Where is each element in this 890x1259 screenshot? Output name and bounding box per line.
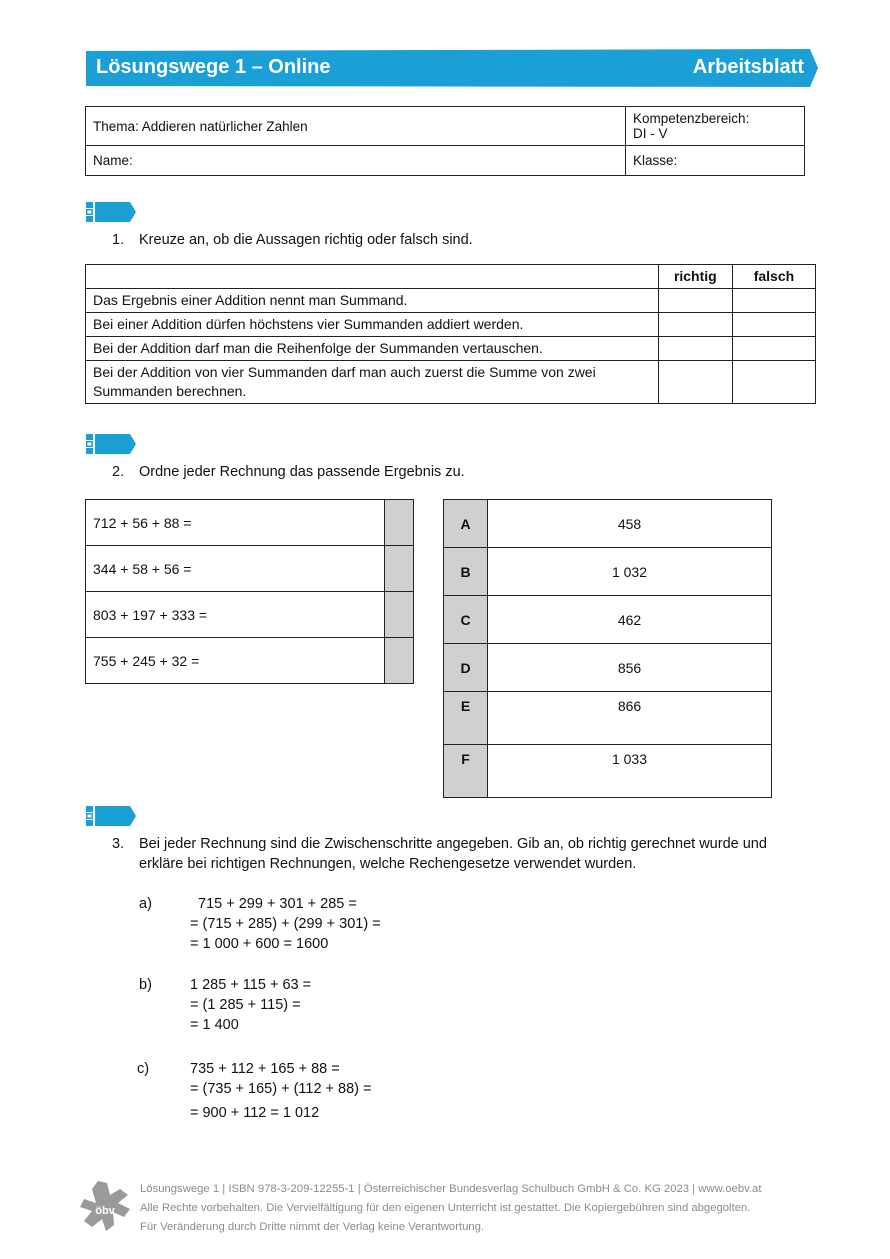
document-type: Arbeitsblatt [692,56,804,78]
logo-text: öbv [95,1205,115,1217]
footer-line1: Lösungswege 1 | ISBN 978-3-209-12255-1 | Österreichischer Bundesverlag Schulbuch GmbH & Co. KG 2023 | www.oebv.at [140,1183,762,1195]
task1-instruction [112,230,473,250]
result-value: 1 033 [488,745,772,798]
task-marker-icon [86,201,136,223]
checkbox-richtig[interactable] [658,361,732,404]
competence-cell [626,107,805,146]
calculation-cell: 712 + 56 + 88 = [86,500,385,546]
task1-number: 1. [112,232,125,248]
answer-slot[interactable] [385,546,414,592]
result-value: 458 [488,500,772,548]
task3-instruction [112,834,812,874]
answer-slot[interactable] [385,500,414,546]
footer [140,1180,820,1237]
statement-text: Das Ergebnis einer Addition nennt man Summand. [86,289,659,313]
checkbox-falsch[interactable] [732,337,815,361]
result-label: F [444,745,488,798]
result-label: C [444,596,488,644]
statement-header-empty [86,265,659,289]
subtask-c-line3: = 900 + 112 = 1 012 [190,1105,320,1121]
checkbox-richtig[interactable] [658,337,732,361]
header-banner [86,49,818,87]
checkbox-falsch[interactable] [732,361,815,404]
statement-text: Bei einer Addition dürfen höchstens vier Summanden addiert werden. [86,313,659,337]
answer-slot[interactable] [385,592,414,638]
calculation-cell: 803 + 197 + 333 = [86,592,385,638]
result-value: 856 [488,644,772,692]
subtask-b-label: b) [139,977,152,993]
result-value: 866 [488,692,772,745]
checkbox-falsch[interactable] [732,313,815,337]
task3-text-line2: erkläre bei richtigen Rechnungen, welche Rechengesetze verwendet wurden. [139,856,637,872]
calculation-cell: 344 + 58 + 56 = [86,546,385,592]
result-value: 1 032 [488,548,772,596]
topic-cell: Thema: Addieren natürlicher Zahlen [86,107,626,146]
series-title: Lösungswege 1 – Online [96,56,331,78]
statement-text: Bei der Addition von vier Summanden darf man auch zuerst die Summe von zwei Summanden berechnen. [86,361,659,404]
publisher-logo [80,1181,130,1233]
column-header-falsch: falsch [732,265,815,289]
subtask-b-line3: = 1 400 [190,1017,239,1033]
subtask-c-line2: = (735 + 165) + (112 + 88) = [190,1081,372,1097]
task-marker-icon [86,805,136,827]
checkbox-falsch[interactable] [732,289,815,313]
task3-number: 3. [112,836,125,852]
competence-label: Kompetenzbereich: [633,111,750,126]
subtask-a-line2: = (715 + 285) + (299 + 301) = [190,916,381,932]
subtask-b-line1: 1 285 + 115 + 63 = [190,977,312,993]
competence-value: DI - V [633,126,668,141]
result-value: 462 [488,596,772,644]
results-table [443,499,772,798]
checkbox-richtig[interactable] [658,289,732,313]
class-field[interactable]: Klasse: [626,146,805,176]
footer-line2: Alle Rechte vorbehalten. Die Vervielfältigung für den eigenen Unterricht ist gestattet. Die Kopiergebühren sind abgegolten. [140,1202,751,1214]
subtask-c-label: c) [137,1061,150,1077]
footer-line3: Für Veränderung durch Dritte nimmt der Verlag keine Verantwortung. [140,1221,485,1233]
task1-text: Kreuze an, ob die Aussagen richtig oder falsch sind. [139,232,473,248]
statements-table [85,264,816,404]
calculations-table [85,499,414,684]
task-marker-icon [86,433,136,455]
statement-text: Bei der Addition darf man die Reihenfolge der Summanden vertauschen. [86,337,659,361]
info-table [85,106,805,176]
answer-slot[interactable] [385,638,414,684]
result-label: D [444,644,488,692]
subtask-b-line2: = (1 285 + 115) = [190,997,301,1013]
result-label: A [444,500,488,548]
subtask-a-line1: 715 + 299 + 301 + 285 = [198,896,357,912]
task2-number: 2. [112,464,125,480]
subtask-a-label: a) [139,896,152,912]
result-label: B [444,548,488,596]
result-label: E [444,692,488,745]
task3-text-line1: Bei jeder Rechnung sind die Zwischenschritte angegeben. Gib an, ob richtig gerechnet wurde und [139,836,767,852]
name-field[interactable]: Name: [86,146,626,176]
task2-instruction [112,462,465,482]
subtask-a-line3: = 1 000 + 600 = 1600 [190,936,329,952]
task2-text: Ordne jeder Rechnung das passende Ergebnis zu. [139,464,465,480]
column-header-richtig: richtig [658,265,732,289]
subtask-c-line1: 735 + 112 + 165 + 88 = [190,1061,340,1077]
calculation-cell: 755 + 245 + 32 = [86,638,385,684]
checkbox-richtig[interactable] [658,313,732,337]
